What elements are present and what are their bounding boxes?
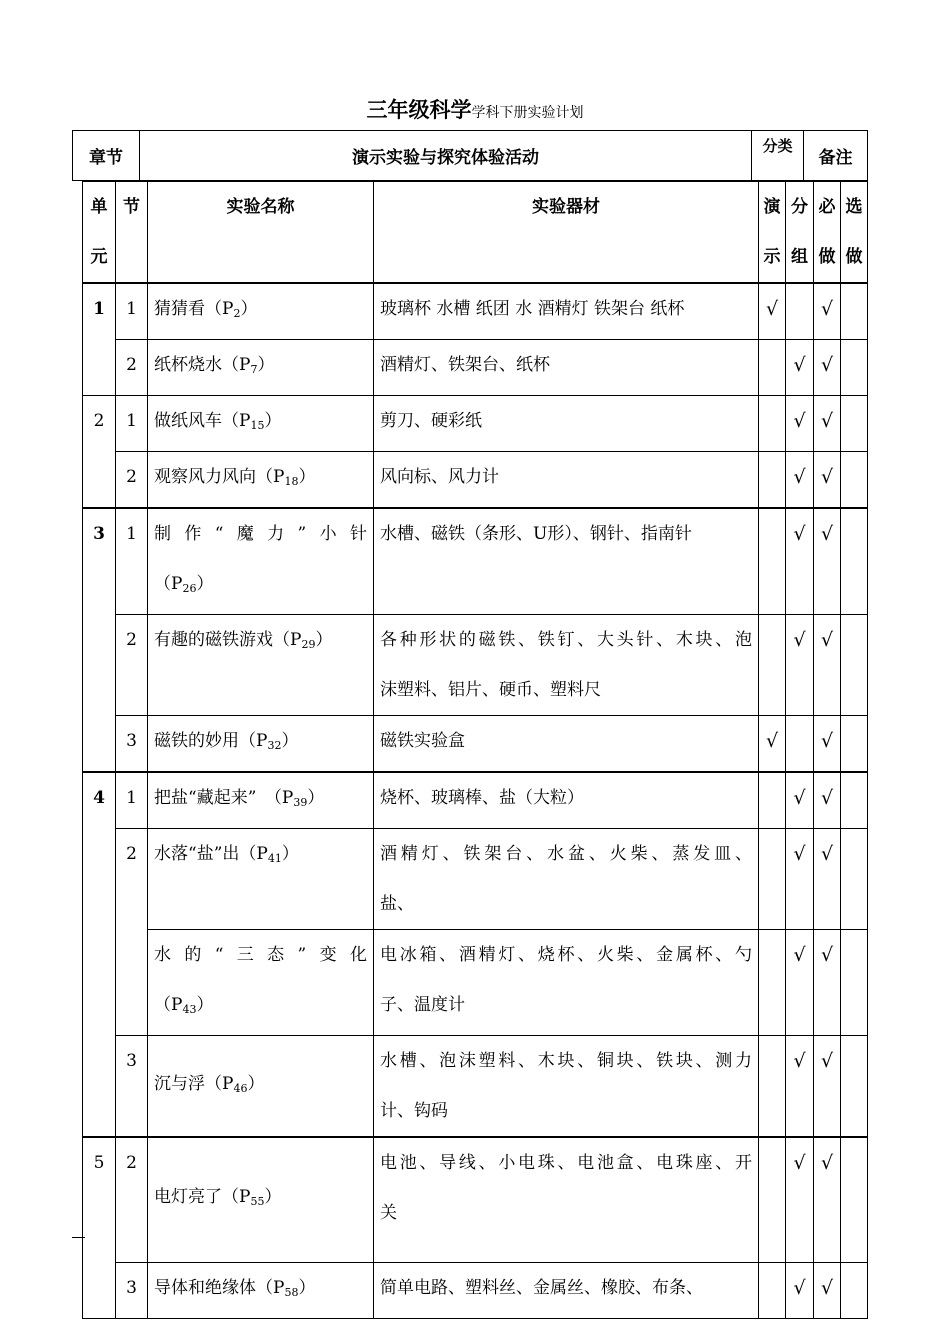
experiment-name-cell [148, 829, 374, 930]
table-row [83, 1137, 868, 1262]
category-header-table [72, 130, 868, 181]
required-check: √ [820, 298, 834, 320]
experiment-name-cell [148, 930, 374, 1036]
materials-text: 简单电路、塑料丝、金属丝、橡胶、布条、 [380, 1277, 703, 1298]
paren-close: ） [247, 1073, 265, 1094]
experiment-name-cell [148, 772, 374, 829]
materials-text: 烧杯、玻璃棒、盐（大粒） [380, 788, 584, 808]
section-number: 1 [126, 411, 137, 431]
materials-cell [374, 772, 759, 829]
unit-number: 5 [93, 1153, 105, 1173]
experiment-name-cell [148, 1137, 374, 1262]
table-row [83, 772, 868, 829]
experiment-name: 纸杯烧水（P [154, 355, 251, 375]
paren-close: ） [315, 630, 333, 650]
page-number: 29 [301, 638, 316, 651]
table-row [83, 508, 868, 615]
materials-text-cont: 盐、 [380, 894, 414, 914]
materials-text: 各种形状的磁铁、铁钉、大头针、木块、泡 [380, 630, 752, 650]
materials-cell [374, 829, 759, 930]
experiment-name: 导体和绝缘体（P [154, 1277, 285, 1298]
required-check: √ [820, 1276, 834, 1299]
materials-cell [374, 716, 759, 773]
required-check: √ [820, 1050, 834, 1072]
required-header-1: 必 [818, 197, 836, 217]
group-check: √ [793, 523, 806, 545]
paren-close: ） [264, 1187, 282, 1208]
materials-cell [374, 452, 759, 509]
experiment-name-cell [148, 1262, 374, 1318]
activity-header: 演示实验与探究体验活动 [140, 131, 752, 181]
required-check: √ [820, 629, 834, 651]
section-number: 1 [126, 299, 137, 319]
page-number: 58 [284, 1285, 299, 1299]
paren-close: ） [281, 844, 299, 864]
page-number: 39 [293, 796, 308, 809]
bottom-rule [72, 1237, 85, 1238]
materials-text: 剪刀、硬彩纸 [380, 411, 482, 431]
materials-text-cont: 计、钩码 [380, 1101, 448, 1121]
required-check: √ [820, 410, 834, 432]
experiment-name: 电灯亮了（P [154, 1187, 251, 1208]
column-header-row [83, 182, 868, 284]
experiment-name-cell [148, 283, 374, 340]
required-check: √ [820, 730, 834, 752]
materials-text-cont: 沫塑料、铝片、硬币、塑料尺 [380, 680, 601, 700]
experiment-name-cont: （P [154, 574, 183, 594]
experiment-name: 把盐“藏起来” （P [154, 788, 294, 808]
table-row [83, 283, 868, 340]
experiment-name: 磁铁的妙用（P [154, 731, 268, 751]
demo-check: √ [765, 730, 779, 752]
section-number: 2 [126, 467, 137, 487]
table-row [83, 930, 868, 1036]
table-row [83, 1036, 868, 1138]
group-header-2: 组 [791, 247, 808, 267]
experiment-name: 做纸风车（P [154, 411, 251, 431]
section-number: 2 [126, 844, 137, 864]
experiment-name-cont: （P [154, 995, 183, 1015]
page-number: 26 [182, 582, 197, 595]
page-number: 41 [267, 852, 282, 865]
page-number: 43 [182, 1003, 197, 1016]
required-check: √ [820, 1152, 834, 1174]
document-title [0, 94, 950, 124]
title-suffix: 学科下册实验计划 [471, 105, 584, 121]
experiment-name: 水落“盐”出（P [154, 844, 268, 864]
page-number: 46 [233, 1081, 248, 1095]
experiment-name-cell [148, 396, 374, 452]
page-number: 18 [284, 475, 299, 488]
unit-number: 4 [93, 788, 105, 808]
materials-cell [374, 340, 759, 396]
experiment-name: 有趣的磁铁游戏（P [154, 630, 302, 650]
section-number: 2 [126, 1153, 137, 1173]
required-check: √ [820, 523, 834, 545]
title-main: 三年级科学 [366, 97, 472, 122]
demo-header-2: 示 [763, 247, 781, 267]
materials-text: 玻璃杯 水槽 纸团 水 酒精灯 铁架台 纸杯 [380, 299, 685, 319]
group-check: √ [793, 629, 806, 651]
experiment-name: 猜猜看（P [154, 299, 234, 319]
group-check: √ [793, 843, 806, 865]
paren-close: ） [281, 731, 299, 751]
group-check: √ [793, 944, 806, 966]
group-check: √ [793, 354, 806, 376]
paren-close: ） [298, 467, 316, 487]
materials-text: 水槽、泡沫塑料、木块、铜块、铁块、测力 [380, 1051, 752, 1071]
required-header-2: 做 [818, 247, 836, 267]
experiment-name: 观察风力风向（P [154, 467, 285, 487]
paren-close: ） [264, 411, 282, 431]
group-check: √ [793, 1152, 806, 1174]
section-number: 3 [126, 1051, 137, 1071]
materials-text-cont: 子、温度计 [380, 995, 465, 1015]
materials-text: 水槽、磁铁（条形、U形）、钢针、指南针 [380, 524, 692, 544]
materials-text: 酒精灯、铁架台、水盆、火柴、蒸发皿、 [380, 844, 752, 864]
experiment-name: 制作“魔力”小针 [154, 524, 367, 544]
materials-cell [374, 508, 759, 615]
group-check: √ [793, 466, 806, 488]
group-header-1: 分 [791, 197, 808, 217]
chapter-header: 章节 [73, 131, 140, 181]
section-number: 1 [126, 788, 137, 808]
table-row [83, 829, 868, 930]
unit-header-2: 元 [90, 247, 108, 267]
materials-cell [374, 930, 759, 1036]
materials-text: 风向标、风力计 [380, 467, 499, 487]
experiment-name-cell [148, 508, 374, 615]
materials-cell [374, 615, 759, 716]
page-number: 32 [267, 739, 282, 752]
table-row [83, 615, 868, 716]
required-check: √ [820, 354, 834, 376]
group-check: √ [793, 787, 806, 809]
table-row [83, 452, 868, 509]
table-row [83, 1262, 868, 1318]
page-number: 7 [250, 363, 258, 376]
unit-number: 1 [93, 299, 105, 319]
materials-text: 电冰箱、酒精灯、烧杯、火柴、金属杯、勺 [380, 945, 752, 965]
page-number: 55 [250, 1195, 265, 1209]
materials-cell [374, 1262, 759, 1318]
table-row [83, 340, 868, 396]
section-header: 节 [123, 197, 140, 217]
paren-close: ） [240, 299, 258, 319]
materials-header: 实验器材 [532, 197, 600, 217]
unit-number: 2 [93, 411, 105, 431]
unit-header-1: 单 [90, 197, 108, 217]
paren-close: ） [196, 574, 214, 594]
page-number: 15 [250, 419, 265, 432]
materials-text: 磁铁实验盒 [380, 731, 465, 751]
experiment-name: 沉与浮（P [154, 1073, 234, 1094]
page-number: 2 [233, 307, 241, 320]
name-header: 实验名称 [226, 197, 295, 217]
materials-text-cont: 关 [380, 1203, 397, 1223]
materials-cell [374, 396, 759, 452]
required-check: √ [820, 843, 834, 865]
experiment-name-cell [148, 340, 374, 396]
section-number: 3 [126, 731, 137, 751]
required-check: √ [820, 787, 834, 809]
group-check: √ [793, 410, 806, 432]
section-number: 2 [126, 355, 137, 375]
materials-text: 电池、导线、小电珠、电池盒、电珠座、开 [380, 1153, 752, 1173]
required-check: √ [820, 944, 834, 966]
materials-cell [374, 283, 759, 340]
paren-close: ） [196, 995, 214, 1015]
category-header: 分类 [752, 131, 804, 181]
paren-close: ） [298, 1277, 316, 1298]
optional-header-1: 选 [845, 197, 863, 217]
optional-header-2: 做 [845, 247, 863, 267]
demo-check: √ [765, 298, 779, 320]
experiment-name-cell [148, 452, 374, 509]
materials-cell [374, 1036, 759, 1138]
demo-header-1: 演 [763, 197, 781, 217]
experiment-name: 水的“三态”变化 [154, 945, 367, 965]
table-row [83, 396, 868, 452]
section-number: 3 [126, 1277, 137, 1298]
experiment-table [82, 181, 868, 1319]
required-check: √ [820, 466, 834, 488]
table-row [83, 716, 868, 773]
section-number: 2 [126, 630, 137, 650]
paren-close: ） [307, 788, 325, 808]
section-number: 1 [126, 524, 137, 544]
remarks-header: 备注 [804, 131, 868, 181]
materials-cell [374, 1137, 759, 1262]
experiment-name-cell [148, 716, 374, 773]
materials-text: 酒精灯、铁架台、纸杯 [380, 355, 550, 375]
group-check: √ [793, 1276, 806, 1299]
paren-close: ） [257, 355, 275, 375]
group-check: √ [793, 1050, 806, 1072]
unit-number: 3 [93, 524, 105, 544]
experiment-name-cell [148, 1036, 374, 1138]
experiment-name-cell [148, 615, 374, 716]
